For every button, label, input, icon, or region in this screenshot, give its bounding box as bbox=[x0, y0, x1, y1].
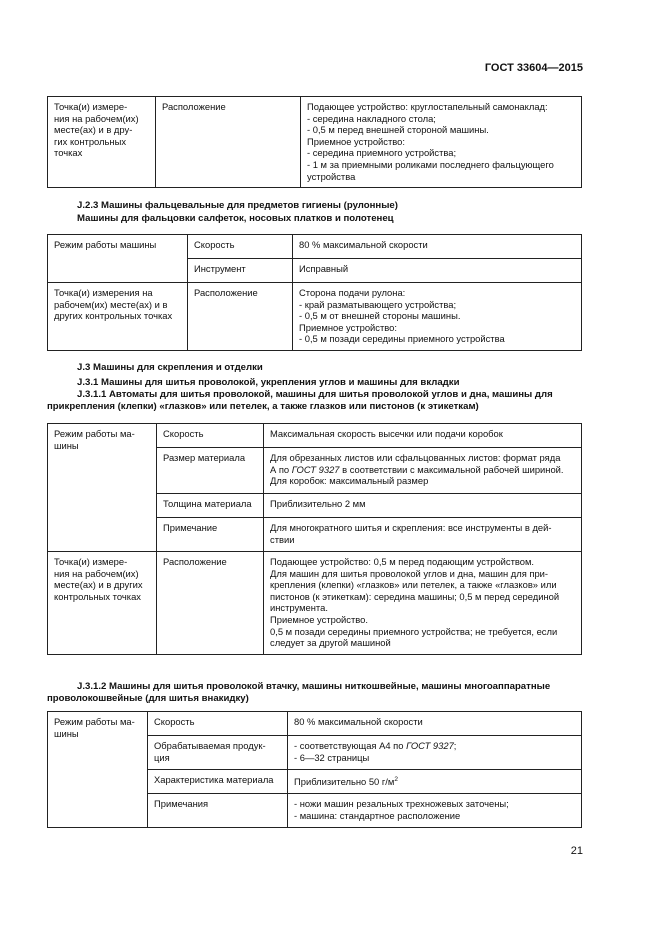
text-line: - 1 м за приемными роликами последнего фальцующего bbox=[307, 158, 554, 170]
text-line: Точка(и) измерения на bbox=[54, 287, 153, 298]
table3-speed-value: Максимальная скорость высечки или подачи коробок bbox=[264, 424, 582, 448]
text-line bbox=[270, 464, 576, 476]
text-line: устройства bbox=[307, 170, 356, 182]
table2-tool-value: Исправный bbox=[293, 259, 582, 283]
standard-reference: ГОСТ 9327 bbox=[291, 463, 340, 475]
table4-material-label: Характеристика материала bbox=[148, 770, 288, 794]
table3-thickness-label: Толщина материала bbox=[157, 494, 264, 518]
table3-location-label: Расположение bbox=[157, 552, 264, 655]
text-line: - машина: стандартное расположение bbox=[294, 809, 461, 821]
text-line: Подающее устройство: 0,5 м перед подающим устройством. bbox=[270, 556, 535, 567]
table-measurement-points-1 bbox=[47, 96, 582, 188]
table3-speed-label: Скорость bbox=[157, 424, 264, 448]
page-number: 21 bbox=[570, 845, 583, 857]
text-line: - середина приемного устройства; bbox=[307, 147, 457, 159]
table4-material-value bbox=[288, 770, 582, 794]
text-line: - ножи машин резальных трехножевых заточены; bbox=[294, 798, 509, 809]
text-line: Приемное устройство: bbox=[307, 135, 405, 147]
table3-location-value bbox=[264, 552, 582, 655]
table2-mode-label: Режим работы машины bbox=[48, 235, 188, 283]
table-hygiene-folding bbox=[47, 234, 582, 351]
section-heading-j311-line1: J.3.1.1 Автоматы для шитья проволокой, машины для шитья проволокой углов и дна, машины для bbox=[77, 389, 553, 400]
text-line: точках bbox=[54, 147, 83, 159]
text-line: других контрольных точках bbox=[54, 310, 173, 322]
text-line: ния на рабочем(их) bbox=[54, 112, 139, 124]
section-heading-j3: J.3 Машины для скрепления и отделки bbox=[77, 362, 263, 373]
text-line: шины bbox=[54, 439, 79, 451]
text-line: пистонов (к этикеткам): середина машины; 0,5 м перед серединой bbox=[270, 590, 560, 602]
text-line: Режим работы ма- bbox=[54, 428, 135, 439]
table3-points-cell bbox=[48, 552, 157, 655]
text-line bbox=[294, 740, 576, 752]
table1-location-value bbox=[301, 97, 582, 188]
section-heading-j312-line1: J.3.1.2 Машины для шитья проволокой втачку, машины ниткошвейные, машины многоаппаратные bbox=[77, 681, 551, 692]
text-line: Точка(и) измере- bbox=[54, 556, 128, 567]
table3-note-value bbox=[264, 518, 582, 552]
text-line: - 6—32 страницы bbox=[294, 751, 370, 763]
text-line: Точка(и) измере- bbox=[54, 101, 128, 112]
table3-thickness-value: Приблизительно 2 мм bbox=[264, 494, 582, 518]
text-line: Подающее устройство: круглостапельный самонаклад: bbox=[307, 101, 548, 112]
text-line: Для машин для шитья проволокой углов и дна, машин для при- bbox=[270, 567, 549, 579]
table2-points-cell bbox=[48, 283, 188, 351]
table4-product-label bbox=[148, 736, 288, 770]
standard-reference: ГОСТ 9327 bbox=[406, 740, 454, 751]
table2-location-value bbox=[293, 283, 582, 351]
document-code-header: ГОСТ 33604—2015 bbox=[484, 62, 583, 74]
text-line: контрольных точках bbox=[54, 590, 141, 602]
section-heading-j311-line2: прикрепления (клепки) «глазков» или петелек, а также глазков или пистонов (к этикеткам) bbox=[47, 401, 479, 412]
table1-points-cell bbox=[48, 97, 156, 188]
table3-note-label: Примечание bbox=[157, 518, 264, 552]
table-saddle-stitching bbox=[47, 711, 582, 828]
text-line: Для коробок: максимальный размер bbox=[270, 475, 429, 487]
text-line: - край разматывающего устройства; bbox=[299, 298, 457, 310]
table2-location-label: Расположение bbox=[188, 283, 293, 351]
section-heading-j312-line2: проволокошвейные (для шитья внакидку) bbox=[47, 693, 249, 704]
text-line: Для обрезанных листов или сфальцованных листов: формат ряда bbox=[270, 452, 561, 463]
text-line: месте(ах) и в других bbox=[54, 579, 143, 591]
table-wire-stitching bbox=[47, 423, 582, 655]
text-line: рабочем(их) месте(ах) и в bbox=[54, 298, 168, 310]
text-line: Приемное устройство. bbox=[270, 613, 368, 625]
table4-notes-label: Примечания bbox=[148, 794, 288, 828]
text-fragment: А по bbox=[270, 463, 292, 475]
text-line: шины bbox=[54, 727, 79, 739]
text-line: Сторона подачи рулона: bbox=[299, 287, 406, 298]
section-subheading-j23: Машины для фальцовки салфеток, носовых платков и полотенец bbox=[77, 213, 394, 224]
table4-speed-label: Скорость bbox=[148, 712, 288, 736]
text-fragment: - соответствующая А4 по bbox=[294, 740, 407, 751]
text-fragment: ; bbox=[453, 740, 457, 751]
text-line: 0,5 м позади середины приемного устройства; не требуется, если bbox=[270, 625, 558, 637]
text-line: следует за другой машиной bbox=[270, 637, 391, 649]
text-line: - середина накладного стола; bbox=[307, 112, 436, 124]
text-line: ния на рабочем(их) bbox=[54, 567, 139, 579]
section-heading-j31: J.3.1 Машины для шитья проволокой, укрепления углов и машины для вкладки bbox=[77, 377, 460, 388]
table2-speed-label: Скорость bbox=[188, 235, 293, 259]
text-line: Обрабатываемая продук- bbox=[154, 740, 266, 751]
text-line: Приемное устройство: bbox=[299, 321, 397, 333]
superscript: 2 bbox=[394, 776, 398, 783]
table3-size-label: Размер материала bbox=[157, 448, 264, 494]
table4-mode-label bbox=[48, 712, 148, 828]
text-line: - 0,5 м перед внешней стороной машины. bbox=[307, 124, 489, 136]
text-line: Режим работы ма- bbox=[54, 716, 135, 727]
text-fragment: Приблизительно 50 г/м bbox=[294, 776, 395, 788]
text-line: крепления (клепки) «глазков» или петелек, а также «глазков» или bbox=[270, 579, 557, 591]
table4-speed-value: 80 % максимальной скорости bbox=[288, 712, 582, 736]
text-line: ствии bbox=[270, 533, 295, 545]
table3-size-value bbox=[264, 448, 582, 494]
table3-mode-label bbox=[48, 424, 157, 552]
text-line: инструмента. bbox=[270, 602, 328, 614]
text-line: - 0,5 м от внешней стороны машины. bbox=[299, 310, 461, 322]
table2-speed-value: 80 % максимальной скорости bbox=[293, 235, 582, 259]
table1-location-label: Расположение bbox=[156, 97, 301, 188]
text-line: гих контрольных bbox=[54, 135, 127, 147]
section-heading-j23: J.2.3 Машины фальцевальные для предметов гигиены (рулонные) bbox=[77, 200, 398, 211]
text-line: - 0,5 м позади середины приемного устройства bbox=[299, 333, 505, 345]
text-fragment: в соответствии с максимальной рабочей шириной. bbox=[339, 463, 564, 475]
text-line: ция bbox=[154, 751, 170, 763]
table2-tool-label: Инструмент bbox=[188, 259, 293, 283]
table4-product-value bbox=[288, 736, 582, 770]
text-line: Для многократного шитья и скрепления: все инструменты в дей- bbox=[270, 522, 552, 533]
table4-notes-value bbox=[288, 794, 582, 828]
text-line: месте(ах) и в дру- bbox=[54, 124, 133, 136]
